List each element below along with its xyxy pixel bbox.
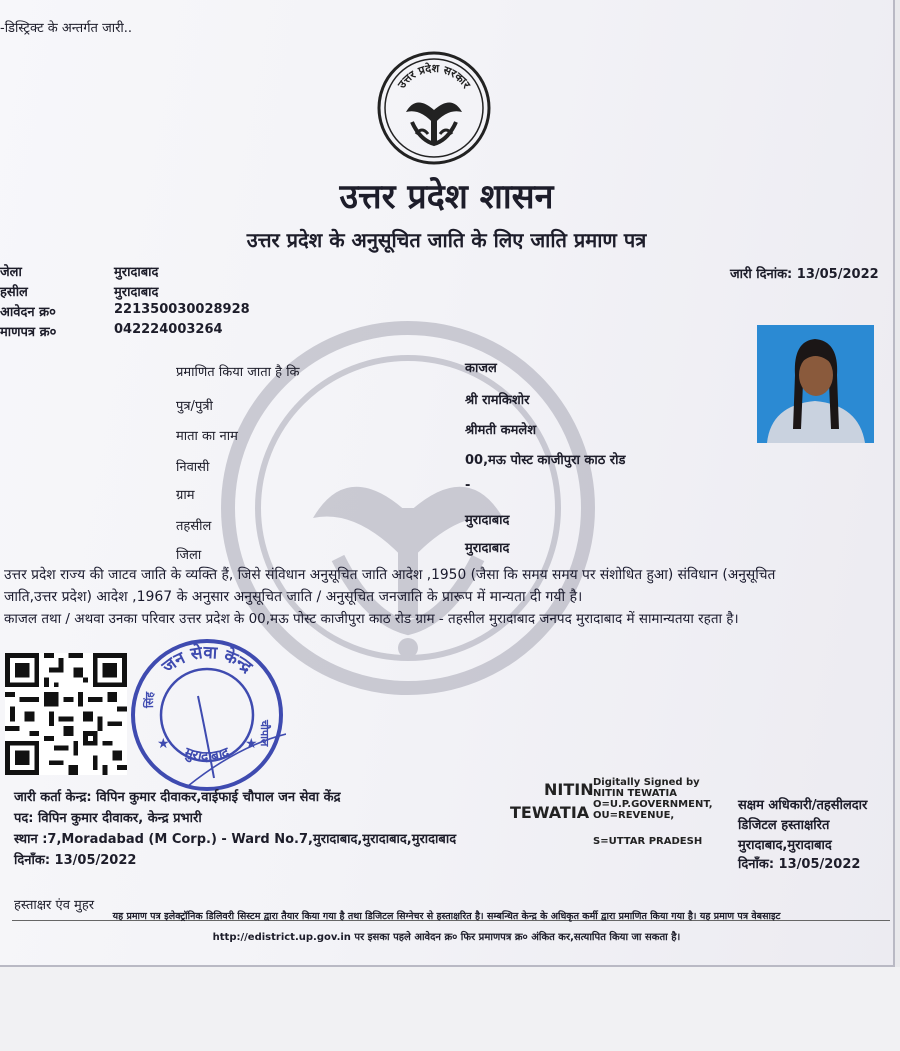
svg-text:सिंह: सिंह — [143, 691, 156, 708]
field-tehsil-value: मुरादाबाद — [465, 513, 510, 528]
resident-label: निवासी — [176, 460, 210, 475]
jan-seva-kendra-seal — [128, 636, 286, 794]
resident-value: 00,मऊ पोस्ट काजीपुरा काठ रोड — [465, 453, 626, 468]
applicant-photo — [757, 325, 874, 443]
issue-date — [730, 264, 879, 282]
issuer-post: पद: विपिन कुमार दीवाकर, केन्द्र प्रभारी — [14, 811, 202, 826]
signer-state: S=UTTAR PRADESH — [593, 836, 703, 847]
body-line-2: जाति,उत्तर प्रदेश) आदेश ,1967 के अनुसार अनुसूचित जाति / अनुसूचित जनजाति के प्रारूप में मान्यता दी गयी है। — [4, 589, 583, 605]
signer-name-line-2: TEWATIA — [510, 803, 590, 822]
mother-label: माता का नाम — [176, 429, 238, 444]
village-value: - — [465, 478, 471, 493]
certificate-no-label: माणपत्र क्र० — [0, 325, 57, 340]
svg-text:जन सेवा केन्द्र: जन सेवा केन्द्र — [158, 642, 256, 678]
field-tehsil-label: तहसील — [176, 519, 212, 534]
sign-seal-label: हस्ताक्षर एंव मुहर — [14, 898, 95, 913]
page-title: उत्तर प्रदेश शासन — [339, 177, 554, 217]
svg-text:उत्तर प्रदेश सरकार: उत्तर प्रदेश सरकार — [395, 61, 473, 91]
certificate-subtitle: उत्तर प्रदेश के अनुसूचित जाति के लिए जाति प्रमाण पत्र — [246, 228, 647, 252]
village-label: ग्राम — [176, 488, 195, 503]
signer-full-name: NITIN TEWATIA — [593, 788, 677, 799]
issue-date-label: जारी दिनांक: — [730, 267, 793, 282]
signer-unit: OU=REVENUE, — [593, 810, 675, 821]
field-district-label: जिला — [176, 548, 202, 563]
certificate-no-value: 042224003264 — [114, 322, 223, 337]
field-district-value: मुरादाबाद — [465, 541, 510, 556]
qr-code — [5, 652, 127, 776]
father-label: पुत्र/पुत्री — [176, 399, 213, 414]
application-no-value: 221350030028928 — [114, 302, 250, 317]
issuer-place: स्थान :7,Moradabad (M Corp.) - Ward No.7,मुरादाबाद,मुरादाबाद,मुरादाबाद — [14, 832, 457, 847]
disclaimer-line-2: http://edistrict.up.gov.in पर इसका पहले आवेदन क्र० फिर प्रमाणपत्र क्र० अंकित कर,सत्यापित किया जा सकता है। — [212, 932, 681, 943]
authority-title: सक्षम अधिकारी/तहसीलदार — [738, 798, 868, 813]
up-government-emblem-icon — [376, 50, 492, 166]
issuer-date: दिनाँक: 13/05/2022 — [14, 853, 137, 868]
body-line-1: उत्तर प्रदेश राज्य की जाटव जाति के व्यक्ति हैं, जिसे संविधान अनुसूचित जाति आदेश ,1950 (जैसा कि समय समय पर संशोधित हुआ) संविधान (अनुसूचित — [4, 567, 776, 583]
authority-sign: डिजिटल हस्ताक्षरित — [738, 818, 830, 833]
issuing-center: जारी कर्ता केन्द्र: विपिन कुमार दीवाकर,वाईफाई चौपाल जन सेवा केंद्र — [14, 790, 341, 805]
applicant-name: काजल — [465, 361, 497, 376]
issue-date-value: 13/05/2022 — [796, 267, 879, 282]
district-value: मुरादाबाद — [114, 265, 159, 280]
tehsil-value: मुरादाबाद — [114, 285, 159, 300]
svg-text:मुरादाबाद: मुरादाबाद — [182, 744, 232, 766]
digitally-signed-by: Digitally Signed by — [593, 777, 700, 788]
authority-place: मुरादाबाद,मुरादाबाद — [738, 838, 832, 853]
certified-label: प्रमाणित किया जाता है कि — [176, 365, 300, 380]
svg-text:चौपाल: चौपाल — [258, 720, 271, 747]
district-label: जेला — [0, 265, 22, 280]
svg-text:★: ★ — [245, 736, 258, 752]
mother-name: श्रीमती कमलेश — [465, 423, 537, 438]
signer-org: O=U.P.GOVERNMENT, — [593, 799, 713, 810]
application-no-label: आवेदन क्र० — [0, 305, 56, 320]
top-note: -डिस्ट्रिक्ट के अन्तर्गत जारी.. — [0, 21, 133, 36]
body-line-3: काजल तथा / अथवा उनका परिवार उत्तर प्रदेश के 00,मऊ पोस्ट काजीपुरा काठ रोड ग्राम - तहसील मुरादाबाद जनपद मुरादाबाद में सामान्यतया रहता है। — [4, 611, 739, 627]
father-name: श्री रामकिशोर — [465, 393, 530, 408]
tehsil-label: हसील — [0, 285, 28, 300]
authority-date: दिनाँक: 13/05/2022 — [738, 857, 861, 872]
signer-name-line-1: NITIN — [544, 780, 594, 799]
svg-text:★: ★ — [157, 736, 170, 752]
background-surface — [0, 967, 900, 1051]
disclaimer-line-1: यह प्रमाण पत्र इलेक्ट्रॉनिक डिलिवरी सिस्टम द्वारा तैयार किया गया है तथा डिजिटल सिग्नेचर से हस्ताक्षरित है। सम्बन्धित केन्द्र के अधिकृत कर्मी द्वारा प्रमाणित किया गया है। यह प्रमाण पत्र वेबसाइट — [112, 911, 781, 922]
